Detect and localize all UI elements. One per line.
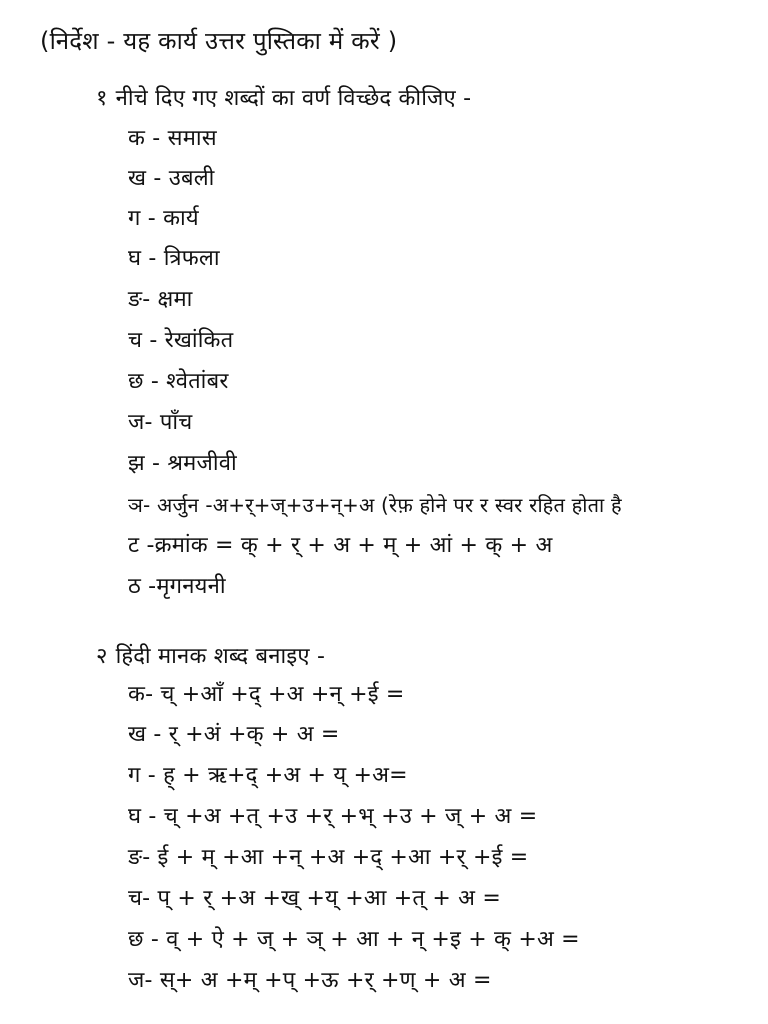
question-2-item: ज- स्+ अ +म् +प् +ऊ +र् +ण् + अ =	[128, 968, 492, 993]
question-2-number: २	[96, 644, 108, 669]
instruction-title: (निर्देश - यह कार्य उत्तर पुस्तिका में करें )	[40, 27, 398, 55]
question-2-heading	[96, 642, 325, 672]
question-1-text: नीचे दिए गए शब्दों का वर्ण विच्छेद कीजिए -	[115, 86, 472, 111]
question-2-item: छ - व् + ऐ + ज् + ञ् + आ + न् +इ + क् +अ =	[128, 927, 580, 952]
question-2-item: च- प् + र् +अ +ख् +य् +आ +त् + अ =	[128, 886, 501, 911]
question-1-item: ज- पाँच	[128, 410, 193, 435]
question-2-item: ख - र् +अं +क् + अ =	[128, 722, 340, 747]
question-1-heading	[96, 84, 471, 114]
question-1-item: ग - कार्य	[128, 206, 199, 231]
question-1-item: क - समास	[128, 126, 217, 151]
question-1-item: ङ- क्षमा	[128, 287, 193, 312]
question-1-item: ट -क्रमांक = क् + र् + अ + म् + आं + क् + अ	[128, 533, 553, 558]
question-1-item: झ - श्रमजीवी	[128, 451, 237, 476]
question-1-number: १	[96, 86, 108, 111]
question-2-item: ङ- ई + म् +आ +न् +अ +द् +आ +र् +ई =	[128, 845, 529, 870]
question-1-item: छ - श्वेतांबर	[128, 369, 229, 394]
question-2-item: क- च् +आँ +द् +अ +न् +ई =	[128, 682, 405, 707]
question-1-item: घ - त्रिफला	[128, 246, 220, 271]
question-1-item: च - रेखांकित	[128, 328, 234, 353]
question-2-item: घ - च् +अ +त् +उ +र् +भ् +उ + ज् + अ =	[128, 804, 538, 829]
question-1-item: ठ -मृगनयनी	[128, 574, 226, 599]
question-2-text: हिंदी मानक शब्द बनाइए -	[115, 644, 326, 669]
question-1-item: ख - उबली	[128, 166, 215, 191]
question-2-item: ग - ह् + ऋ+द् +अ + य् +अ=	[128, 763, 408, 788]
question-1-item: ञ- अर्जुन -अ+र्+ज्+उ+न्+अ (रेफ़ होने पर र स्वर रहित होता है	[128, 493, 622, 517]
